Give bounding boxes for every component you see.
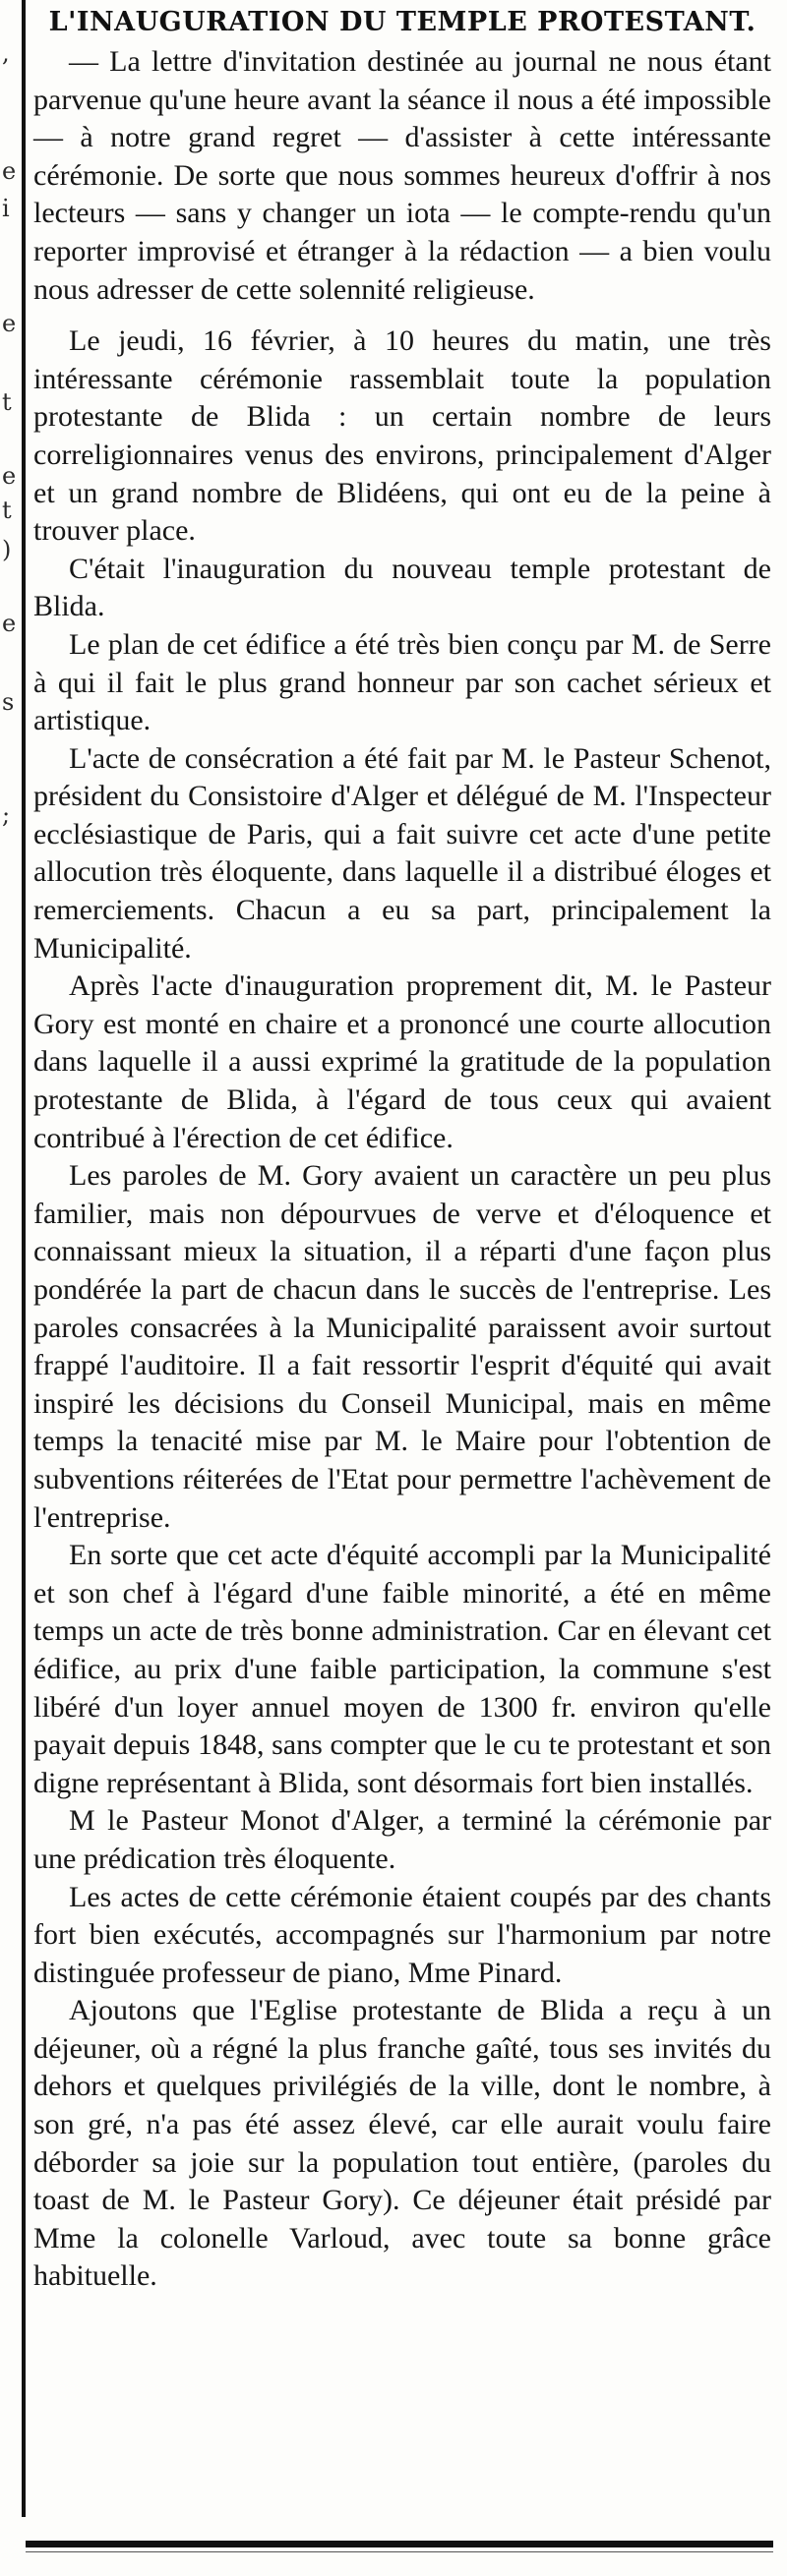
paragraph-intro: — La lettre d'invitation destinée au journal ne nous étant parvenue qu'une heure avant la séance il nous a été impossible — à notre grand regret — d'assister à cette intéressante cérémonie. De sorte que nous sommes heureux d'offrir à nos lecteurs — sans y changer un iota — le compte-rendu qu'un reporter improvisé et étranger à la rédaction — a bien voulu nous adresser de cette solennité religieuse. (33, 45, 771, 306)
gutter-mark: e (2, 310, 17, 337)
paragraph: Les paroles de M. Gory avaient un caractère un peu plus familier, mais non dépourvues de verve et d'éloquence et connaissant mieux la situation, il a réparti d'une façon plus pondérée la part de chacun dans le succès de l'entreprise. Les paroles consacrées à la Municipalité paraissent avoir surtout frappé l'auditoire. Il a fait ressortir l'esprit d'équité qui avait inspiré les décisions du Conseil Municipal, mais en même temps la tenacité mise par M. le Maire pour l'obtention de subventions réiterées de l'Etat pour permettre l'achèvement de l'entreprise. (33, 1159, 771, 1534)
paragraph: Après l'acte d'inauguration proprement dit, M. le Pasteur Gory est monté en chaire et a prononcé une courte allocution dans laquelle il a aussi exprimé la gratitude de la population protestante de Blida, à l'égard de tous ceux qui avaient contribué à l'érection de cet édifice. (33, 969, 771, 1154)
article (33, 4, 771, 2296)
paragraph: L'acte de consécration a été fait par M. le Pasteur Schenot, président du Consistoire d'Alger et délégué de M. l'Inspecteur ecclésiastique de Paris, qui a fait suivre cet acte d'une petite allocution très éloquente, dans laquelle il a distribué éloges et remerciements. Chacun a eu sa part, principalement la Municipalité. (33, 741, 771, 965)
left-margin-fragments (0, 0, 22, 2576)
article-headline: L'INAUGURATION DU TEMPLE PROTESTANT. (48, 7, 757, 37)
gutter-mark: e (2, 462, 17, 490)
gutter-mark: e (2, 157, 17, 185)
paragraph: Le plan de cet édifice a été très bien conçu par M. de Serre à qui il fait le plus grand honneur par son cachet sérieux et artistique. (33, 627, 771, 737)
paragraph: En sorte que cet acte d'équité accompli par la Municipalité et son chef à l'égard d'une faible minorité, a été en même temps un acte de très bonne administration. Car en élevant cet édifice, au prix d'une faible participation, la commune s'est libéré d'un loyer annuel moyen de 1300 fr. environ qu'elle payait depuis 1848, sans compter que le cu te protestant et son digne représentant à Blida, sont désormais fort bien installés. (33, 1539, 771, 1799)
gutter-mark: e (2, 610, 17, 637)
section-divider-thin (26, 2551, 773, 2552)
section-divider (26, 2541, 773, 2547)
column-rule (22, 0, 26, 2517)
gutter-mark: ; (2, 801, 11, 829)
paragraph: C'était l'inauguration du nouveau temple protestant de Blida. (33, 552, 771, 623)
gutter-mark: i (2, 195, 10, 222)
gutter-mark: ) (2, 536, 12, 563)
gutter-mark: , (2, 39, 10, 67)
gutter-mark: t (2, 497, 12, 524)
paragraph: Ajoutons que l'Eglise protestante de Blida a reçu à un déjeuner, où a régné la plus franche gaîté, tous ses invités du dehors et quelques privilégiés de la ville, dont le nombre, à son gré, n'a pas été assez élevé, car elle aurait voulu faire déborder sa joie sur la population tout entière, (paroles du toast de M. le Pasteur Gory). Ce déjeuner était présidé par Mme la colonelle Varloud, avec toute sa bonne grâce habituelle. (33, 1994, 771, 2293)
gutter-mark: s (2, 688, 15, 716)
gutter-mark: t (2, 388, 12, 416)
paragraph: Les actes de cette cérémonie étaient coupés par des chants fort bien exécutés, accompagnés sur l'harmonium par notre distinguée professeur de piano, Mme Pinard. (33, 1880, 771, 1989)
paragraph: Le jeudi, 16 février, à 10 heures du matin, une très intéressante cérémonie rassemblait toute la population protestante de Blida : un certain nombre de leurs correligionnaires venus des environs, principalement d'Alger et un grand nombre de Blidéens, qui ont eu de la peine à trouver place. (33, 324, 771, 548)
paragraph: M le Pasteur Monot d'Alger, a terminé la cérémonie par une prédication très éloquente. (33, 1804, 771, 1875)
